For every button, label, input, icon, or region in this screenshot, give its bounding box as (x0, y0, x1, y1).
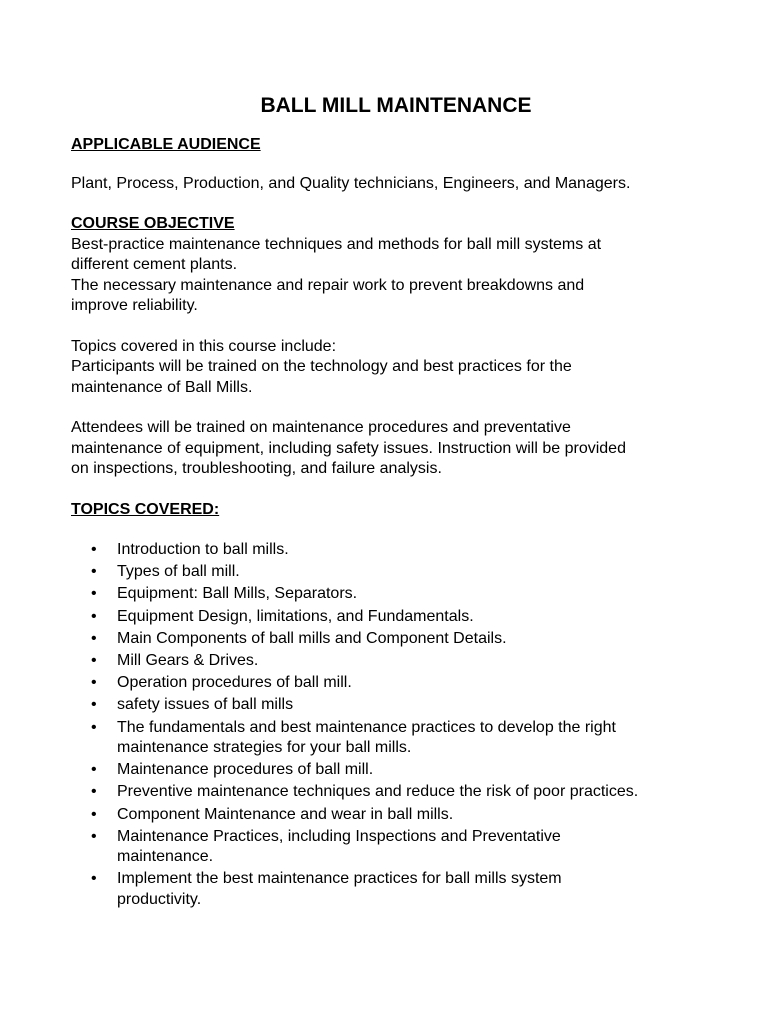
topic-item (71, 695, 711, 716)
topic-item-text: Equipment Design, limitations, and Fundamentals. (117, 607, 474, 625)
topic-item-text: Maintenance procedures of ball mill. (117, 761, 374, 779)
attendees-line: on inspections, troubleshooting, and failure analysis. (71, 460, 442, 477)
topic-item (71, 651, 711, 672)
topic-item (71, 607, 711, 628)
topic-item (71, 805, 711, 826)
topics-heading: TOPICS COVERED: (71, 500, 220, 518)
attendees-line: Attendees will be trained on maintenance procedures and preventative (71, 419, 571, 436)
topic-item (71, 718, 711, 759)
bullet-icon: • (91, 563, 97, 581)
topics-list (71, 540, 711, 910)
bullet-icon: • (91, 541, 97, 558)
objective-line: The necessary maintenance and repair work to prevent breakdowns and (71, 276, 585, 294)
bullet-icon: • (91, 585, 97, 603)
topic-item (71, 673, 711, 694)
topics-intro-line: Topics covered in this course include: (71, 337, 337, 355)
topic-item (71, 584, 711, 605)
topic-item (71, 760, 711, 781)
audience-heading: APPLICABLE AUDIENCE (71, 136, 261, 153)
objective-paragraph (71, 235, 711, 317)
topic-item-text: Mill Gears & Drives. (117, 651, 259, 669)
topic-item-text: productivity. (117, 890, 202, 908)
topic-item-text: Operation procedures of ball mill. (117, 674, 352, 692)
bullet-icon: • (91, 870, 97, 888)
topic-item-text: Equipment: Ball Mills, Separators. (117, 585, 358, 603)
topics-intro-paragraph (71, 337, 711, 399)
attendees-line: maintenance of equipment, including safety issues. Instruction will be provided (71, 439, 626, 457)
objective-line: Best-practice maintenance techniques and methods for ball mill systems at (71, 235, 602, 253)
audience-text: Plant, Process, Production, and Quality technicians, Engineers, and Managers. (71, 174, 631, 192)
topic-item (71, 562, 711, 583)
topic-item (71, 869, 711, 910)
bullet-icon: • (91, 696, 97, 714)
bullet-icon: • (91, 629, 97, 647)
bullet-icon: • (91, 718, 97, 736)
topic-item-text: Types of ball mill. (117, 563, 240, 581)
bullet-icon: • (91, 827, 97, 845)
attendees-paragraph (71, 418, 711, 480)
document-title: BALL MILL MAINTENANCE (260, 94, 532, 117)
objective-line: different cement plants. (71, 256, 238, 273)
topic-item-text: Introduction to ball mills. (117, 541, 289, 558)
topic-item-text: Maintenance Practices, including Inspections and Preventative (117, 827, 561, 845)
topic-item (71, 629, 711, 650)
bullet-icon: • (91, 607, 97, 625)
topic-item-text: Implement the best maintenance practices for ball mills system (117, 870, 562, 888)
bullet-icon: • (91, 674, 97, 692)
topic-item (71, 782, 711, 803)
topic-item-text: Preventive maintenance techniques and reduce the risk of poor practices. (117, 783, 639, 801)
topic-item-text: The fundamentals and best maintenance practices to develop the right (117, 718, 616, 736)
topic-item (71, 540, 711, 561)
topic-item (71, 827, 711, 868)
bullet-icon: • (91, 783, 97, 801)
objective-heading: COURSE OBJECTIVE (71, 215, 235, 232)
topics-intro-line: Participants will be trained on the technology and best practices for the (71, 358, 572, 375)
objective-line: improve reliability. (71, 297, 198, 314)
bullet-icon: • (91, 805, 97, 823)
bullet-icon: • (91, 651, 97, 669)
bullet-icon: • (91, 761, 97, 779)
topic-item-text: maintenance. (117, 848, 214, 866)
document-page (71, 93, 711, 912)
topic-item-text: Main Components of ball mills and Component Details. (117, 629, 507, 647)
topic-item-text: safety issues of ball mills (117, 696, 294, 714)
topics-intro-line: maintenance of Ball Mills. (71, 378, 253, 396)
topic-item-text: maintenance strategies for your ball mills. (117, 739, 412, 756)
topic-item-text: Component Maintenance and wear in ball mills. (117, 805, 454, 823)
